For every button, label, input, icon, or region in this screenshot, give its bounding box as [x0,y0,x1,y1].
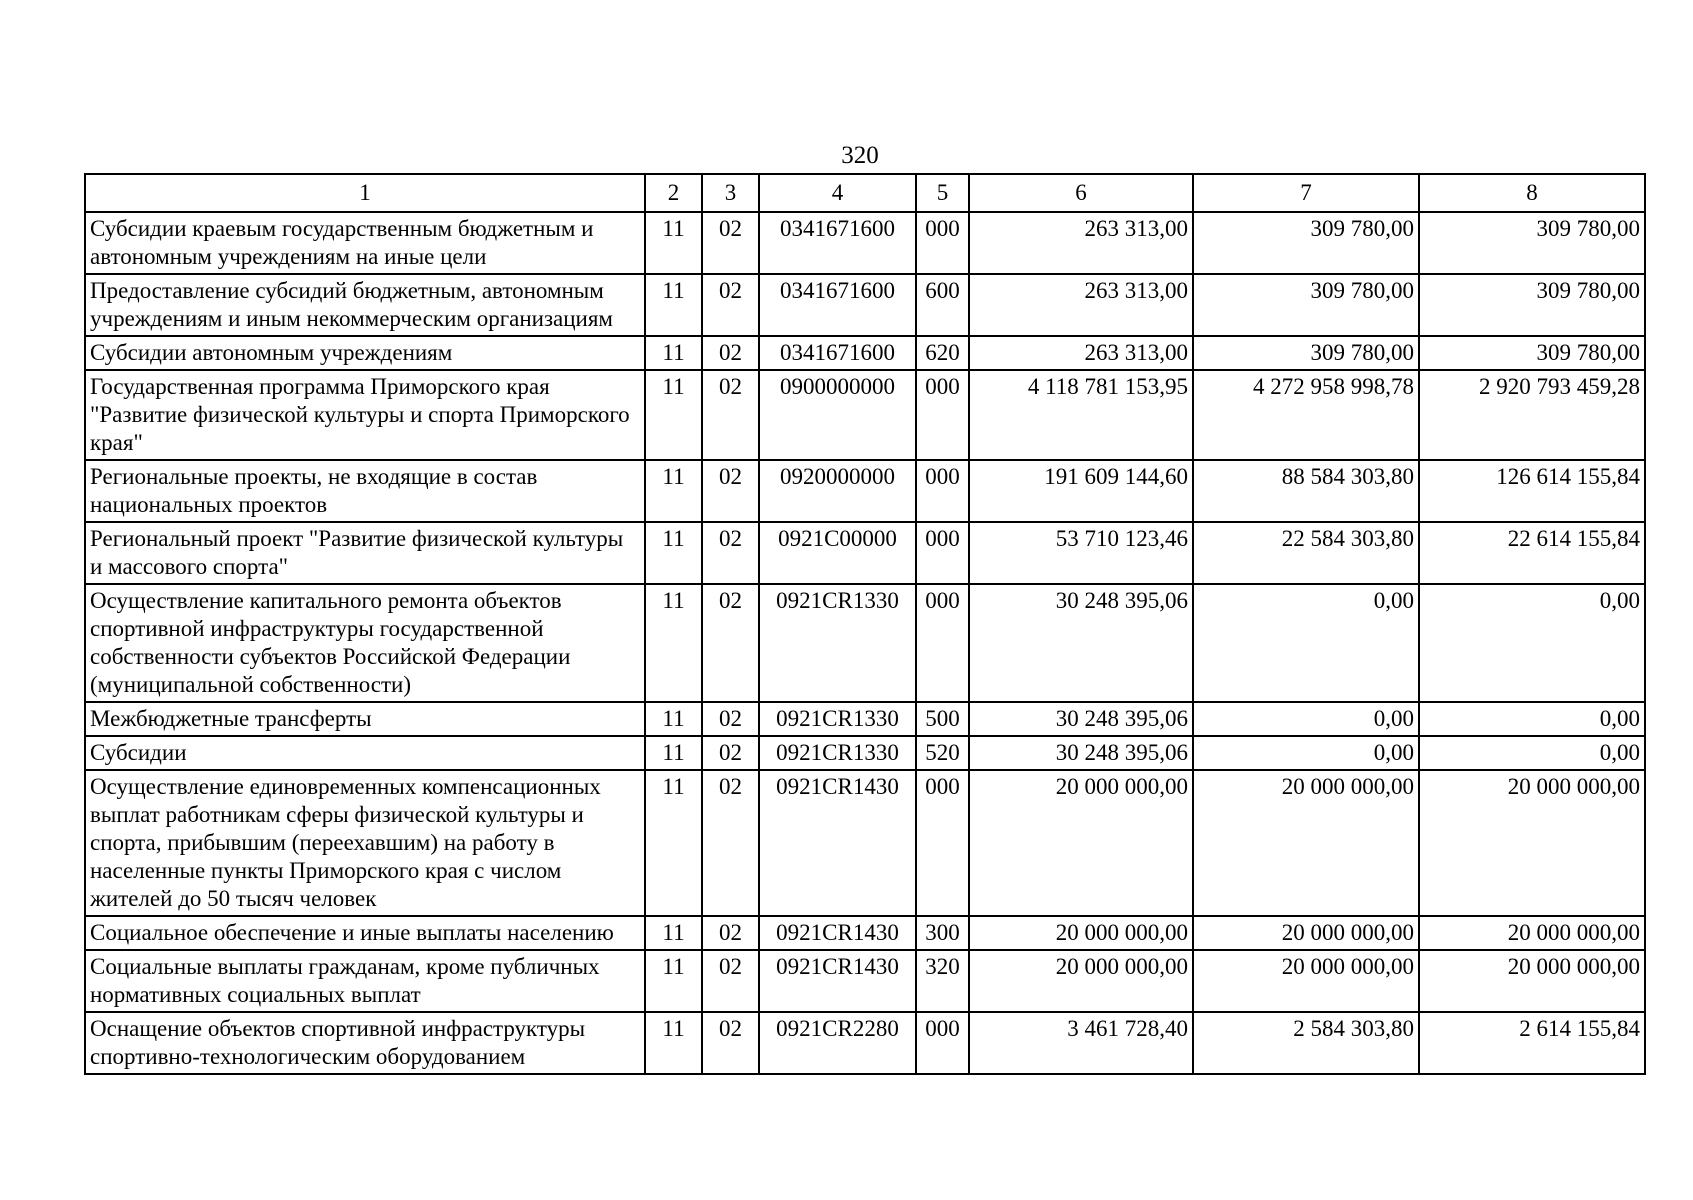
row-section: 11 [645,1012,702,1074]
row-subsection: 02 [702,370,759,460]
table-row [85,1012,1645,1074]
page-number: 320 [841,142,879,169]
row-expense-type: 520 [916,736,969,770]
row-amount-8: 309 780,00 [1419,336,1645,370]
row-subsection: 02 [702,702,759,736]
row-section: 11 [645,212,702,274]
row-name: Социальное обеспечение и иные выплаты населению [85,916,645,950]
row-amount-8: 126 614 155,84 [1419,460,1645,522]
table-row [85,950,1645,1012]
row-section: 11 [645,736,702,770]
header-col-4: 4 [759,174,916,212]
row-amount-8: 309 780,00 [1419,212,1645,274]
row-subsection: 02 [702,212,759,274]
table-row [85,584,1645,702]
row-amount-7: 0,00 [1193,702,1419,736]
row-amount-8: 20 000 000,00 [1419,916,1645,950]
row-subsection: 02 [702,460,759,522]
row-amount-8: 2 614 155,84 [1419,1012,1645,1074]
row-section: 11 [645,950,702,1012]
row-amount-7: 20 000 000,00 [1193,950,1419,1012]
row-name: Субсидии автономным учреждениям [85,336,645,370]
row-expense-type: 300 [916,916,969,950]
header-row [85,174,1645,212]
row-amount-6: 263 313,00 [969,336,1193,370]
row-expense-type: 320 [916,950,969,1012]
row-target-code: 0921CR1430 [759,916,916,950]
row-amount-6: 20 000 000,00 [969,916,1193,950]
table-row [85,274,1645,336]
row-expense-type: 600 [916,274,969,336]
row-amount-6: 3 461 728,40 [969,1012,1193,1074]
row-amount-8: 309 780,00 [1419,274,1645,336]
row-amount-7: 88 584 303,80 [1193,460,1419,522]
row-amount-7: 2 584 303,80 [1193,1012,1419,1074]
row-target-code: 0921CR1430 [759,950,916,1012]
row-target-code: 0921CR2280 [759,1012,916,1074]
header-col-3: 3 [702,174,759,212]
row-amount-8: 0,00 [1419,702,1645,736]
row-expense-type: 500 [916,702,969,736]
row-expense-type: 000 [916,522,969,584]
row-name: Государственная программа Приморского края "Развитие физической культуры и спорта Приморского края" [85,370,645,460]
row-target-code: 0921CR1330 [759,584,916,702]
row-amount-6: 263 313,00 [969,212,1193,274]
header-col-8: 8 [1419,174,1645,212]
row-name: Социальные выплаты гражданам, кроме публичных нормативных социальных выплат [85,950,645,1012]
row-amount-7: 309 780,00 [1193,336,1419,370]
row-name: Осуществление капитального ремонта объектов спортивной инфраструктуры государственной собственности субъектов Российской Федерации (муниципальной собственности) [85,584,645,702]
row-expense-type: 000 [916,584,969,702]
row-target-code: 0921CR1330 [759,736,916,770]
header-col-5: 5 [916,174,969,212]
header-col-6: 6 [969,174,1193,212]
row-amount-7: 309 780,00 [1193,274,1419,336]
row-amount-6: 30 248 395,06 [969,702,1193,736]
table-body [85,212,1645,1074]
row-amount-7: 22 584 303,80 [1193,522,1419,584]
row-expense-type: 000 [916,770,969,916]
row-target-code: 0921CR1330 [759,702,916,736]
header-col-2: 2 [645,174,702,212]
row-subsection: 02 [702,950,759,1012]
row-amount-8: 0,00 [1419,736,1645,770]
row-target-code: 0921C00000 [759,522,916,584]
row-name: Субсидии краевым государственным бюджетным и автономным учреждениям на иные цели [85,212,645,274]
row-subsection: 02 [702,336,759,370]
table-row [85,736,1645,770]
row-amount-7: 20 000 000,00 [1193,916,1419,950]
row-amount-8: 0,00 [1419,584,1645,702]
row-name: Региональный проект "Развитие физической культуры и массового спорта" [85,522,645,584]
row-amount-7: 20 000 000,00 [1193,770,1419,916]
table-row [85,522,1645,584]
row-amount-7: 0,00 [1193,736,1419,770]
row-section: 11 [645,916,702,950]
row-name: Региональные проекты, не входящие в состав национальных проектов [85,460,645,522]
row-amount-8: 2 920 793 459,28 [1419,370,1645,460]
row-subsection: 02 [702,1012,759,1074]
row-amount-6: 191 609 144,60 [969,460,1193,522]
table-row [85,370,1645,460]
row-amount-7: 4 272 958 998,78 [1193,370,1419,460]
row-target-code: 0341671600 [759,336,916,370]
row-name: Межбюджетные трансферты [85,702,645,736]
row-name: Осуществление единовременных компенсационных выплат работникам сферы физической культуры и спорта, прибывшим (переехавшим) на работу в населенные пункты Приморского края с числом жителей до 50 тысяч человек [85,770,645,916]
row-target-code: 0920000000 [759,460,916,522]
row-subsection: 02 [702,584,759,702]
row-section: 11 [645,460,702,522]
row-subsection: 02 [702,770,759,916]
row-section: 11 [645,702,702,736]
row-amount-6: 30 248 395,06 [969,584,1193,702]
row-expense-type: 620 [916,336,969,370]
row-expense-type: 000 [916,370,969,460]
row-amount-6: 20 000 000,00 [969,770,1193,916]
header-col-1: 1 [85,174,645,212]
table-row [85,770,1645,916]
row-expense-type: 000 [916,460,969,522]
row-section: 11 [645,274,702,336]
row-amount-7: 309 780,00 [1193,212,1419,274]
row-expense-type: 000 [916,1012,969,1074]
row-amount-6: 4 118 781 153,95 [969,370,1193,460]
row-target-code: 0900000000 [759,370,916,460]
row-subsection: 02 [702,522,759,584]
row-target-code: 0921CR1430 [759,770,916,916]
row-subsection: 02 [702,736,759,770]
row-section: 11 [645,770,702,916]
row-section: 11 [645,370,702,460]
row-expense-type: 000 [916,212,969,274]
table-row [85,460,1645,522]
row-amount-6: 30 248 395,06 [969,736,1193,770]
table-row [85,336,1645,370]
table-row [85,212,1645,274]
row-amount-7: 0,00 [1193,584,1419,702]
row-section: 11 [645,336,702,370]
row-subsection: 02 [702,916,759,950]
row-amount-8: 20 000 000,00 [1419,950,1645,1012]
row-name: Оснащение объектов спортивной инфраструктуры спортивно-технологическим оборудованием [85,1012,645,1074]
row-target-code: 0341671600 [759,274,916,336]
row-name: Предоставление субсидий бюджетным, автономным учреждениям и иным некоммерческим организациям [85,274,645,336]
table-row [85,702,1645,736]
row-amount-8: 22 614 155,84 [1419,522,1645,584]
row-amount-6: 20 000 000,00 [969,950,1193,1012]
row-subsection: 02 [702,274,759,336]
row-target-code: 0341671600 [759,212,916,274]
row-amount-6: 263 313,00 [969,274,1193,336]
table-row [85,916,1645,950]
row-name: Субсидии [85,736,645,770]
row-amount-6: 53 710 123,46 [969,522,1193,584]
row-section: 11 [645,584,702,702]
row-section: 11 [645,522,702,584]
header-col-7: 7 [1193,174,1419,212]
row-amount-8: 20 000 000,00 [1419,770,1645,916]
budget-table [84,173,1646,1075]
